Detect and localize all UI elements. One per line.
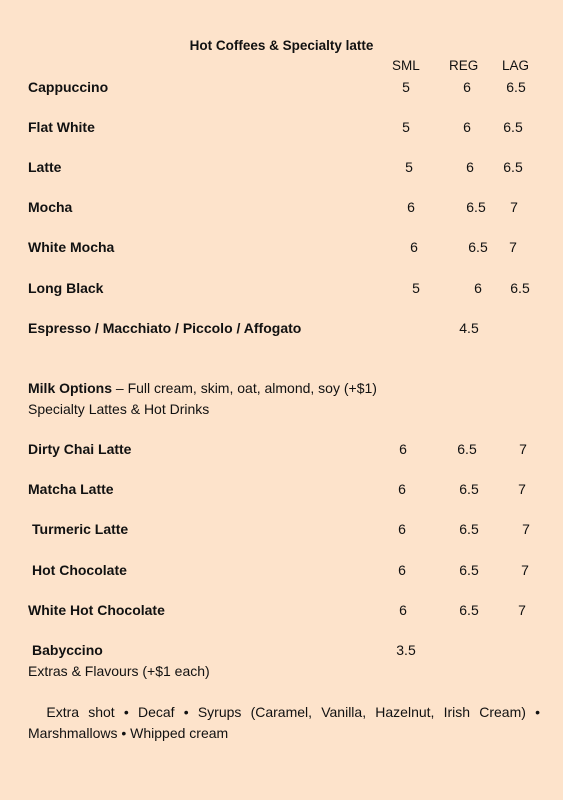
- price-lag: 7: [510, 199, 518, 215]
- price-reg: 6: [463, 79, 471, 95]
- price-sml: 6: [398, 521, 406, 537]
- item-name: White Mocha: [28, 239, 115, 255]
- price-sml: 5: [402, 119, 410, 135]
- milk-options-label: Milk Options: [28, 380, 112, 396]
- extras-text: Extra shot • Decaf • Syrups (Caramel, Vanilla, Hazelnut, Irish Cream) • Marshmallows • Whipped cream: [28, 704, 540, 741]
- price-reg: 6: [474, 280, 482, 296]
- price-reg: 6.5: [459, 481, 479, 497]
- item-name: White Hot Chocolate: [28, 602, 165, 618]
- size-header-lag: LAG: [502, 58, 530, 73]
- size-header-reg: REG: [449, 58, 479, 73]
- price-reg: 6.5: [466, 199, 486, 215]
- price-sml: 5: [405, 159, 413, 175]
- item-name: Espresso / Macchiato / Piccolo / Affogato: [28, 320, 302, 336]
- price-lag: 6.5: [510, 280, 530, 296]
- price-lag: 7: [509, 239, 517, 255]
- price-reg: 6.5: [468, 239, 488, 255]
- price-lag: 6.5: [503, 119, 523, 135]
- price-sml: 6: [398, 481, 406, 497]
- milk-options-text: – Full cream, skim, oat, almond, soy (+$1): [112, 380, 377, 396]
- price-reg: 6.5: [459, 602, 479, 618]
- price-lag: 7: [518, 602, 526, 618]
- item-name: Hot Chocolate: [32, 562, 127, 578]
- item-name: Babyccino: [32, 642, 103, 658]
- price-reg: 6: [463, 119, 471, 135]
- price-sml: 5: [412, 280, 420, 296]
- price-lag: 7: [522, 521, 530, 537]
- item-name: Flat White: [28, 119, 95, 135]
- item-name: Latte: [28, 159, 62, 175]
- item-name: Matcha Latte: [28, 481, 114, 497]
- price-lag: 6.5: [503, 159, 523, 175]
- extras-heading: Extras & Flavours (+$1 each): [28, 663, 210, 679]
- price-lag: 7: [519, 441, 527, 457]
- price-reg: 6: [466, 159, 474, 175]
- price-sml: 6: [399, 441, 407, 457]
- item-name: Dirty Chai Latte: [28, 441, 132, 457]
- item-name: Turmeric Latte: [32, 521, 129, 537]
- price-single: 3.5: [396, 642, 416, 658]
- price-reg: 6.5: [459, 562, 479, 578]
- item-name: Long Black: [28, 280, 104, 296]
- price-sml: 6: [399, 602, 407, 618]
- extras-list: [28, 702, 540, 744]
- price-sml: 6: [398, 562, 406, 578]
- menu-title: Hot Coffees & Specialty latte: [189, 38, 374, 53]
- price-sml: 6: [410, 239, 418, 255]
- price-reg: 6.5: [457, 441, 477, 457]
- price-reg: 6.5: [459, 521, 479, 537]
- price-lag: 7: [518, 481, 526, 497]
- price-lag: 6.5: [506, 79, 526, 95]
- price-sml: 5: [402, 79, 410, 95]
- size-header-sml: SML: [392, 58, 420, 73]
- item-name: Cappuccino: [28, 79, 109, 95]
- specialty-heading: Specialty Lattes & Hot Drinks: [28, 401, 210, 417]
- price-single: 4.5: [459, 320, 479, 336]
- item-name: Mocha: [28, 199, 73, 215]
- milk-options: [28, 380, 377, 396]
- price-sml: 6: [407, 199, 415, 215]
- price-lag: 7: [521, 562, 529, 578]
